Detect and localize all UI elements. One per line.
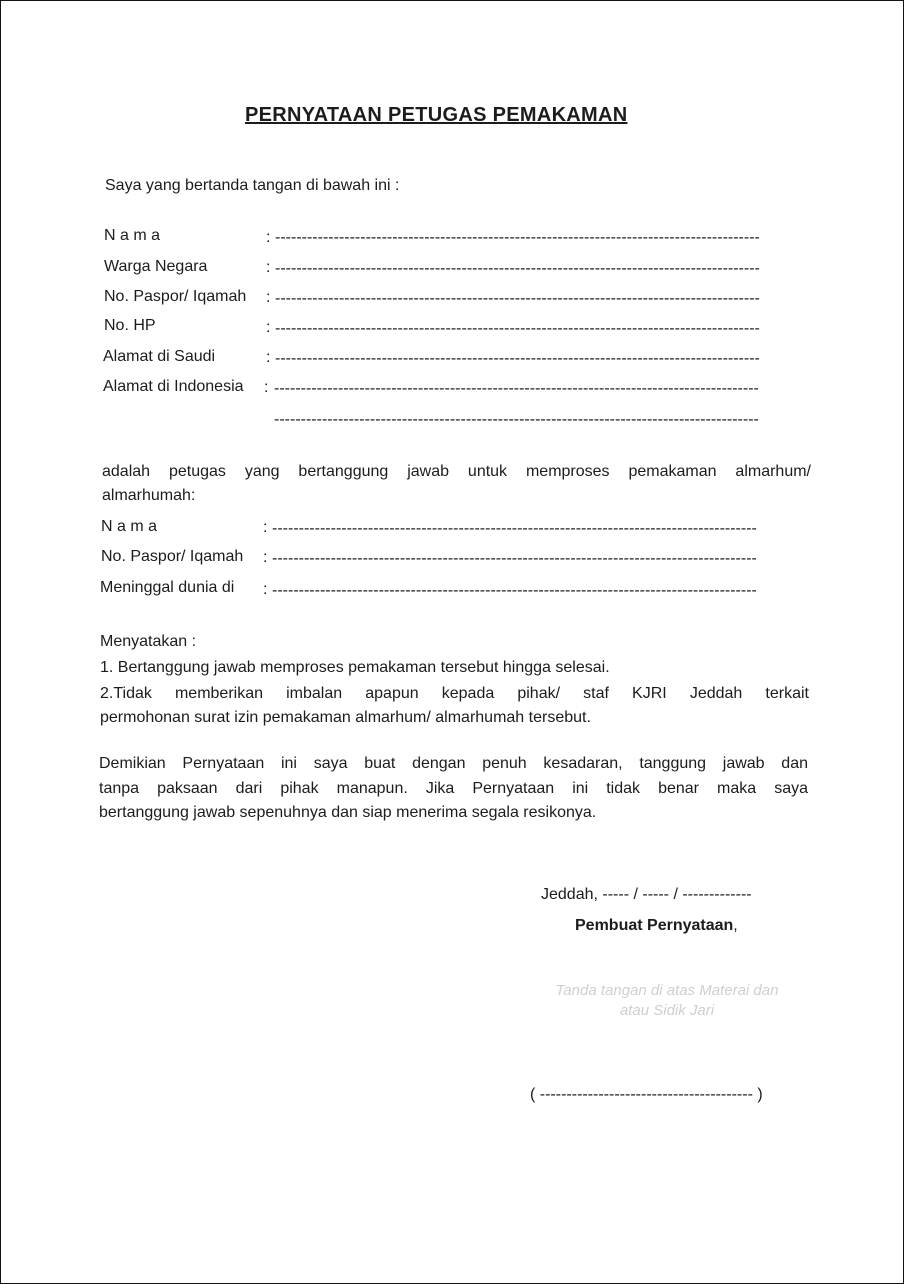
- middle-paragraph-line1: adalah petugas yang bertanggung jawab untuk memproses pemakaman almarhum/: [102, 463, 811, 480]
- closing-line3: bertanggung jawab sepenuhnya dan siap menerima segala resikonya.: [99, 804, 597, 821]
- field-colon: :: [264, 379, 269, 396]
- field-colon: :: [266, 259, 271, 276]
- field-colon: :: [263, 549, 268, 566]
- field-label-alamat-saudi: Alamat di Saudi: [103, 348, 216, 365]
- field-colon: :: [266, 349, 271, 366]
- field-value-no-hp: -------------------------------------------------------------------------------------------: [275, 320, 760, 337]
- field-value-paspor-almarhum: -------------------------------------------------------------------------------------------: [272, 550, 757, 567]
- field-value-paspor: -------------------------------------------------------------------------------------------: [275, 290, 760, 307]
- signer-label: Pembuat Pernyataan,: [575, 917, 738, 934]
- field-label-nama: N a m a: [104, 227, 161, 244]
- field-colon: :: [266, 319, 271, 336]
- field-colon: :: [266, 229, 271, 246]
- field-colon: :: [266, 289, 271, 306]
- middle-paragraph-line2: almarhumah:: [102, 487, 196, 504]
- field-value-alamat-indonesia: -------------------------------------------------------------------------------------------: [274, 380, 759, 397]
- place-date: Jeddah, ----- / ----- / -------------: [541, 886, 752, 903]
- closing-line2: tanpa paksaan dari pihak manapun. Jika Pernyataan ini tidak benar maka saya: [99, 780, 808, 797]
- field-label-paspor: No. Paspor/ Iqamah: [104, 288, 247, 305]
- statement-item-2-line1: 2.Tidak memberikan imbalan apapun kepada pihak/ staf KJRI Jeddah terkait: [100, 685, 809, 702]
- field-label-paspor-almarhum: No. Paspor/ Iqamah: [101, 548, 244, 565]
- field-colon: :: [263, 519, 268, 536]
- field-label-no-hp: No. HP: [104, 317, 156, 334]
- field-label-alamat-indonesia: Alamat di Indonesia: [103, 378, 244, 395]
- field-value-warga-negara: -------------------------------------------------------------------------------------------: [275, 260, 760, 277]
- document-title: PERNYATAAN PETUGAS PEMAKAMAN: [245, 104, 628, 126]
- field-label-warga-negara: Warga Negara: [104, 258, 208, 275]
- statement-item-2-line2: permohonan surat izin pemakaman almarhum/ almarhumah tersebut.: [100, 709, 591, 726]
- field-colon: :: [263, 581, 268, 598]
- signer-name-line: ( ---------------------------------------- ): [530, 1086, 763, 1103]
- signature-note-line2: atau Sidik Jari: [619, 1002, 715, 1019]
- field-label-meninggal-di: Meninggal dunia di: [100, 579, 235, 596]
- signature-note-line1: Tanda tangan di atas Materai dan: [555, 982, 779, 999]
- statement-item-1: 1. Bertanggung jawab memproses pemakaman tersebut hingga selesai.: [100, 659, 610, 676]
- field-value-nama: -------------------------------------------------------------------------------------------: [275, 229, 760, 246]
- field-value-alamat-indonesia-line2: -------------------------------------------------------------------------------------------: [274, 411, 759, 428]
- closing-line1: Demikian Pernyataan ini saya buat dengan penuh kesadaran, tanggung jawab dan: [99, 755, 808, 772]
- field-label-nama-almarhum: N a m a: [101, 518, 158, 535]
- field-value-alamat-saudi: -------------------------------------------------------------------------------------------: [275, 350, 760, 367]
- intro-text: Saya yang bertanda tangan di bawah ini :: [105, 177, 400, 194]
- field-value-nama-almarhum: -------------------------------------------------------------------------------------------: [272, 520, 757, 537]
- field-value-meninggal-di: -------------------------------------------------------------------------------------------: [272, 582, 757, 599]
- statement-heading: Menyatakan :: [100, 633, 197, 650]
